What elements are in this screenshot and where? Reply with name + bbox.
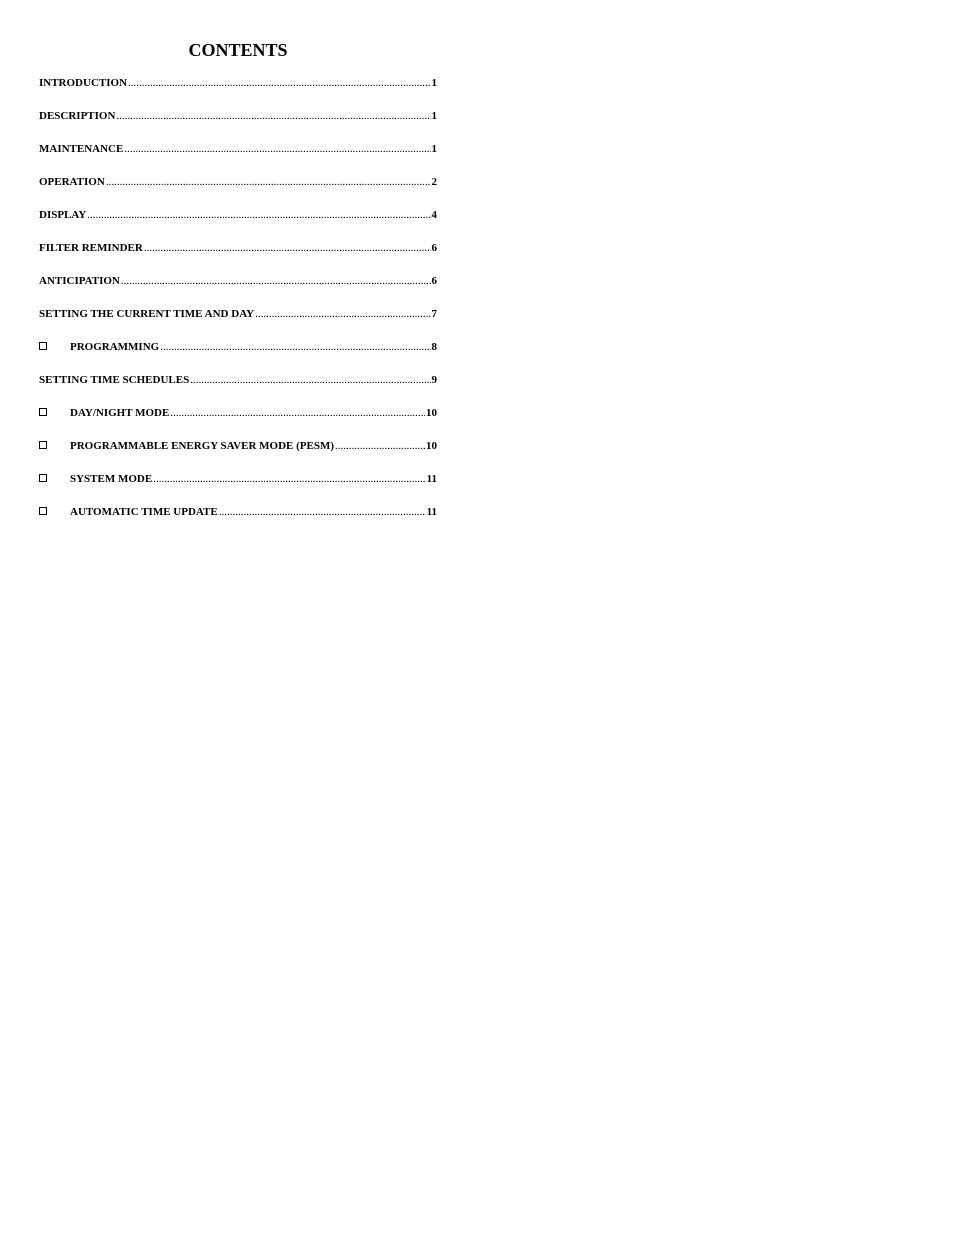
toc-entry[interactable] <box>39 439 437 472</box>
toc-entry-label: OPERATION <box>39 176 105 188</box>
toc-entry-label: INTRODUCTION <box>39 77 128 89</box>
toc-entry[interactable] <box>39 208 437 241</box>
toc-leader-dots <box>106 175 431 189</box>
toc-leader-dots <box>121 274 431 288</box>
checkbox-bullet-icon <box>39 441 47 449</box>
toc-entry-page: 10 <box>426 440 437 452</box>
toc-entry[interactable] <box>39 274 437 307</box>
toc-leader-dots <box>128 76 430 90</box>
toc-entry-label: SYSTEM MODE <box>70 473 153 485</box>
toc-entry[interactable] <box>39 472 437 505</box>
toc-entry-label: DISPLAY <box>39 209 87 221</box>
toc-entry[interactable] <box>39 307 437 340</box>
toc-entry-label: SETTING THE CURRENT TIME AND DAY <box>39 308 255 320</box>
toc-entry-page: 11 <box>426 473 437 485</box>
toc-entry-page: 11 <box>426 506 437 518</box>
table-of-contents <box>39 38 437 538</box>
toc-entry-label: DESCRIPTION <box>39 110 116 122</box>
toc-entry-page: 1 <box>431 77 437 89</box>
toc-entry[interactable] <box>39 505 437 538</box>
toc-list <box>39 76 437 538</box>
toc-entry-page: 7 <box>431 308 437 320</box>
toc-entry-page: 6 <box>431 242 437 254</box>
toc-entry-label: MAINTENANCE <box>39 143 124 155</box>
toc-leader-dots <box>335 439 425 453</box>
checkbox-bullet-icon <box>39 408 47 416</box>
toc-entry[interactable] <box>39 175 437 208</box>
toc-entry[interactable] <box>39 406 437 439</box>
toc-entry[interactable] <box>39 340 437 373</box>
toc-entry[interactable] <box>39 142 437 175</box>
toc-entry-page: 4 <box>431 209 437 221</box>
toc-leader-dots <box>255 307 430 321</box>
toc-entry-label: FILTER REMINDER <box>39 242 143 254</box>
toc-leader-dots <box>116 109 430 123</box>
toc-leader-dots <box>153 472 425 486</box>
checkbox-bullet-icon <box>39 507 47 515</box>
toc-entry-label: ANTICIPATION <box>39 275 120 287</box>
toc-entry-page: 8 <box>431 341 437 353</box>
toc-entry-page: 2 <box>431 176 437 188</box>
toc-entry-page: 1 <box>431 143 437 155</box>
toc-leader-dots <box>160 340 430 354</box>
toc-leader-dots <box>219 505 426 519</box>
toc-leader-dots <box>170 406 425 420</box>
checkbox-bullet-icon <box>39 342 47 350</box>
toc-entry-page: 6 <box>431 275 437 287</box>
toc-entry-page: 1 <box>431 110 437 122</box>
toc-entry-label: PROGRAMMING <box>70 341 160 353</box>
toc-entry-label: AUTOMATIC TIME UPDATE <box>70 506 218 518</box>
toc-entry[interactable] <box>39 241 437 274</box>
contents-title: CONTENTS <box>188 40 288 60</box>
toc-leader-dots <box>87 208 430 222</box>
checkbox-bullet-icon <box>39 474 47 482</box>
toc-leader-dots <box>144 241 431 255</box>
toc-leader-dots <box>124 142 430 156</box>
toc-entry[interactable] <box>39 76 437 109</box>
toc-entry-label: SETTING TIME SCHEDULES <box>39 374 190 386</box>
toc-entry[interactable] <box>39 373 437 406</box>
toc-leader-dots <box>190 373 430 387</box>
toc-entry-page: 10 <box>426 407 437 419</box>
toc-entry-page: 9 <box>431 374 437 386</box>
toc-entry-label: DAY/NIGHT MODE <box>70 407 170 419</box>
toc-entry-label: PROGRAMMABLE ENERGY SAVER MODE (PESM) <box>70 440 335 452</box>
toc-entry[interactable] <box>39 109 437 142</box>
